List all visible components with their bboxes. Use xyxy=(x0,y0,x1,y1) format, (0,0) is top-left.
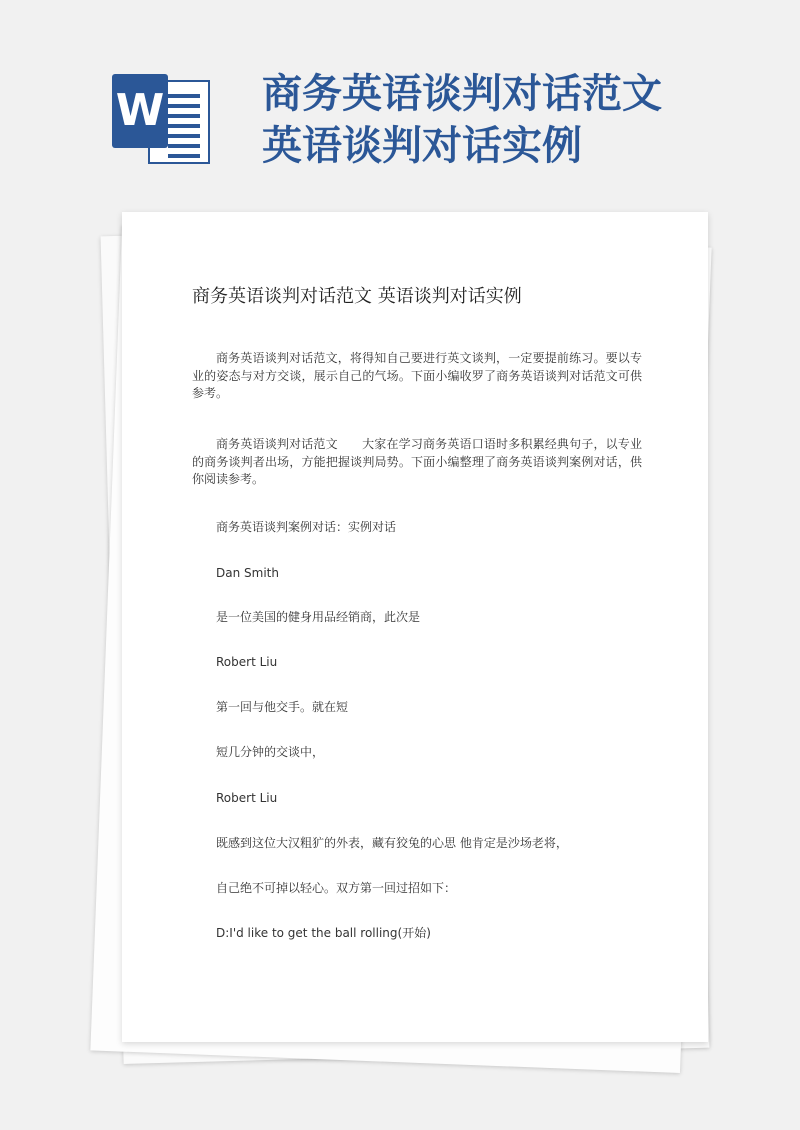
document-line: 短几分钟的交谈中， xyxy=(216,745,325,759)
document-paragraph: 商务英语谈判对话范文 大家在学习商务英语口语时多积累经典句子，以专业的商务谈判者出场，方能把握谈判局势。下面小编整理了商务英语谈判案例对话，供你阅读参考。 xyxy=(192,437,642,486)
document-page[interactable] xyxy=(122,212,708,1042)
document-line: Robert Liu xyxy=(216,655,278,669)
word-letter-badge: W xyxy=(112,74,168,148)
document-line: 自己绝不可掉以轻心。双方第一回过招如下： xyxy=(216,881,457,895)
document-line: D:I'd like to get the ball rolling(开始) xyxy=(216,926,431,940)
document-line: 第一回与他交手。就在短 xyxy=(216,700,349,714)
document-title: 商务英语谈判对话范文 英语谈判对话实例 xyxy=(192,286,522,307)
document-line: Robert Liu xyxy=(216,791,278,805)
page-title-line-2: 英语谈判对话实例 xyxy=(262,123,582,169)
document-line: 商务英语谈判案例对话：实例对话 xyxy=(216,520,397,534)
page-title xyxy=(262,68,782,172)
document-line: 既感到这位大汉粗犷的外表，藏有狡兔的心思 他肯定是沙场老将， xyxy=(216,836,568,850)
document-line: 是一位美国的健身用品经销商，此次是 xyxy=(216,610,421,624)
page-title-line-1: 商务英语谈判对话范文 xyxy=(262,71,662,117)
document-line: Dan Smith xyxy=(216,566,279,580)
word-document-icon xyxy=(112,74,212,164)
document-paragraph: 商务英语谈判对话范文，将得知自己要进行英文谈判，一定要提前练习。要以专业的姿态与对方交谈，展示自己的气场。下面小编收罗了商务英语谈判对话范文可供参考。 xyxy=(192,351,642,400)
